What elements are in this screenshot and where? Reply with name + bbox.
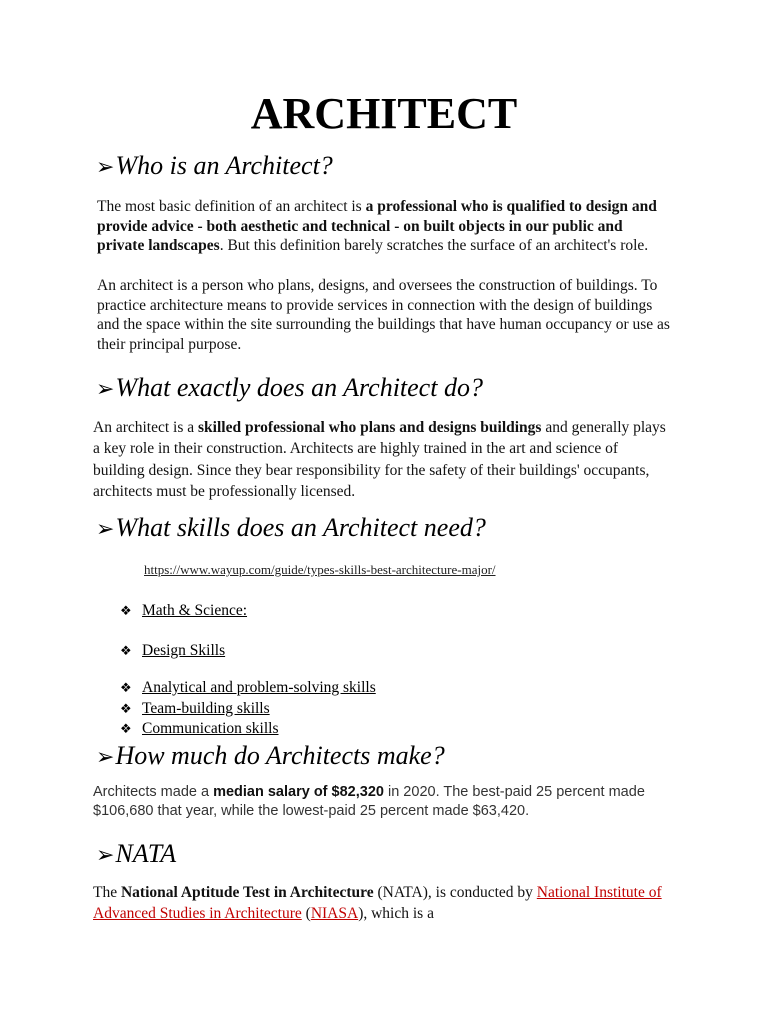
skill-item-math: ❖ Math & Science: — [120, 602, 248, 619]
who-paragraph-1: The most basic definition of an architect is a professional who is qualified to design and provide advice - both aesthetic and technical - on built objects in our public and private landscapes. But this definition barely scratches the surface of an architect's role. — [97, 198, 657, 255]
arrow-bullet-icon: ➢ — [96, 516, 115, 541]
skill-item-design: ❖ Design Skills — [120, 642, 226, 659]
diamond-bullet-icon: ❖ — [120, 721, 132, 736]
skill-item-team-building: ❖ Team-building skills — [120, 700, 270, 717]
niasa-full-link[interactable]: National Institute of Advanced Studies in Architecture — [93, 884, 662, 922]
heading-salary: ➢How much do Architects make? — [96, 741, 445, 770]
diamond-bullet-icon: ❖ — [120, 680, 132, 695]
what-paragraph: An architect is a skilled professional who plans and designs buildings and generally plays a key role in their construction. Architects are highly trained in the art and science of building design. Since they bear responsibility for the safety of their buildings' occupants, architects must be professionally licensed. — [93, 419, 666, 501]
heading-nata: ➢NATA — [96, 839, 177, 868]
wayup-link[interactable]: https://www.wayup.com/guide/types-skills-best-architecture-major/ — [144, 562, 496, 577]
diamond-bullet-icon: ❖ — [120, 643, 132, 658]
skill-item-communication: ❖ Communication skills — [120, 720, 279, 737]
heading-what-architect-does: ➢What exactly does an Architect do? — [96, 373, 483, 402]
salary-paragraph: Architects made a median salary of $82,320 in 2020. The best-paid 25 percent made $106,680 that year, while the lowest-paid 25 percent made $63,420. — [93, 784, 645, 819]
heading-who-is-architect: ➢Who is an Architect? — [96, 151, 333, 180]
diamond-bullet-icon: ❖ — [120, 603, 132, 618]
nata-paragraph: The National Aptitude Test in Architecture (NATA), is conducted by National Institute of Advanced Studies in Architecture (NIASA), which is a — [93, 884, 662, 922]
page-title: ARCHITECT — [250, 89, 518, 138]
diamond-bullet-icon: ❖ — [120, 701, 132, 716]
niasa-link[interactable]: NIASA — [310, 905, 359, 922]
arrow-bullet-icon: ➢ — [96, 154, 115, 179]
arrow-bullet-icon: ➢ — [96, 744, 115, 769]
heading-skills-needed: ➢What skills does an Architect need? — [96, 513, 486, 542]
who-paragraph-2: An architect is a person who plans, designs, and oversees the construction of buildings. To practice architecture means to provide services in connection with the design of buildings and the space within the site surrounding the buildings that have human occupancy or use as their principal purpose. — [97, 277, 670, 353]
arrow-bullet-icon: ➢ — [96, 842, 115, 867]
skill-item-analytical: ❖ Analytical and problem-solving skills — [120, 679, 376, 696]
arrow-bullet-icon: ➢ — [96, 376, 115, 401]
